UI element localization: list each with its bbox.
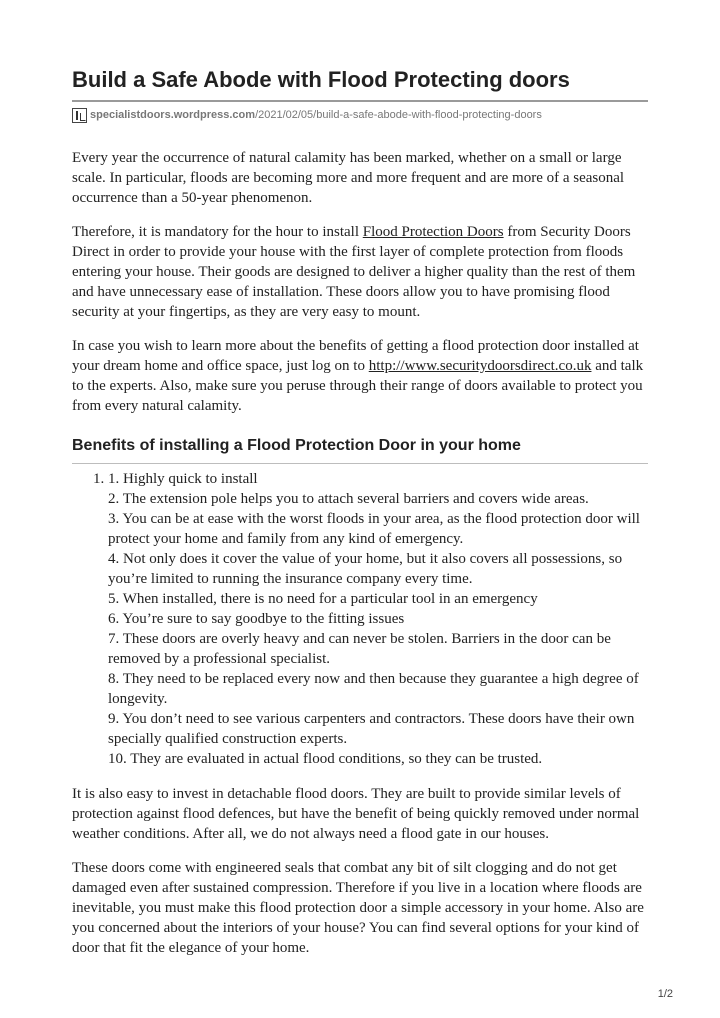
benefits-heading: Benefits of installing a Flood Protection Door in your home xyxy=(72,437,521,454)
benefits-divider xyxy=(72,463,648,464)
source-url[interactable] xyxy=(72,106,648,124)
benefit-9: 9. You don’t need to see various carpenters and contractors. These doors have their own specially qualified construction experts. xyxy=(108,711,635,747)
benefit-2: 2. The extension pole helps you to attach several barriers and covers wide areas. xyxy=(108,491,589,507)
paragraph-intro: Every year the occurrence of natural calamity has been marked, whether on a small or large scale. In particular, floods are becoming more and more frequent and are more of a seasonal occurrence than a 50-year phenomenon. xyxy=(72,150,625,206)
list-item xyxy=(108,469,648,769)
source-path: /2021/02/05/build-a-safe-abode-with-flood-protecting-doors xyxy=(255,109,542,121)
source-domain: specialistdoors.wordpress.com xyxy=(90,109,256,121)
benefit-1: 1. 1. Highly quick to install xyxy=(108,471,258,487)
title-divider xyxy=(72,100,648,102)
benefit-10: 10. They are evaluated in actual flood conditions, so they can be trusted. xyxy=(108,751,543,767)
paragraph-install xyxy=(72,222,648,322)
paragraph-learn-more-text-2: and talk to the experts. Also, make sure you peruse through their range of doors available to protect you from every natural calamity. xyxy=(72,358,644,414)
benefit-8: 8. They need to be replaced every now and then because they guarantee a high degree of longevity. xyxy=(108,671,639,707)
benefit-7: 7. These doors are overly heavy and can never be stolen. Barriers in the door can be removed by a professional specialist. xyxy=(108,631,611,667)
paragraph-learn-more xyxy=(72,336,648,416)
document-page xyxy=(72,0,648,958)
benefit-3: 3. You can be at ease with the worst floods in your area, as the flood protection door will protect your home and family from any kind of emergency. xyxy=(108,511,640,547)
benefit-6: 6. You’re sure to say goodbye to the fitting issues xyxy=(108,611,405,627)
paragraph-learn-more-text-1: In case you wish to learn more about the benefits of getting a flood protection door installed at your dream home and office space, just log on to xyxy=(72,338,639,374)
page-number: 1/2 xyxy=(657,988,673,1000)
security-doors-direct-link[interactable]: http://www.securitydoorsdirect.co.uk xyxy=(368,358,592,374)
flood-protection-doors-link[interactable]: Flood Protection Doors xyxy=(362,224,504,240)
site-favicon-icon xyxy=(72,108,87,123)
benefit-4: 4. Not only does it cover the value of your home, but it also covers all possessions, so you’re limited to running the insurance company every time. xyxy=(108,551,623,587)
paragraph-seals: These doors come with engineered seals that combat any bit of silt clogging and do not get damaged even after sustained compression. Therefore if you live in a location where floods are inevitable, you must make this flood protection door a simple accessory in your home. Also are you concerned about the interiors of your house? You can find several options for your kind of door that fit the elegance of your home. xyxy=(72,860,644,956)
paragraph-install-text-1: Therefore, it is mandatory for the hour to install xyxy=(72,224,363,240)
benefits-list xyxy=(72,469,648,769)
paragraph-detachable: It is also easy to invest in detachable flood doors. They are built to provide similar levels of protection against flood defences, but have the benefit of being quickly removed under normal weather conditions. After all, we do not always need a flood gate in our houses. xyxy=(72,786,640,842)
benefit-5: 5. When installed, there is no need for a particular tool in an emergency xyxy=(108,591,538,607)
page-title: Build a Safe Abode with Flood Protecting doors xyxy=(72,67,570,92)
paragraph-install-text-2: from Security Doors Direct in order to provide your house with the first layer of complete protection from floods entering your house. Their goods are designed to deliver a higher quality than the rest of them and have unnecessary ease of installation. These doors allow you to have promising flood security at your fingertips, as they are very easy to mount. xyxy=(72,224,636,320)
